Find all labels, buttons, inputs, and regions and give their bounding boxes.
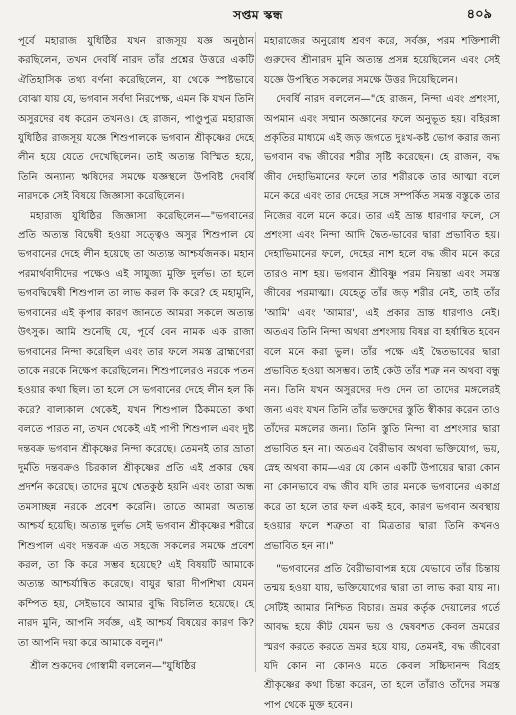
page-number: ৪০৯ xyxy=(466,7,492,22)
right-column xyxy=(264,32,500,715)
left-column xyxy=(18,32,254,676)
page-header xyxy=(0,2,516,26)
column-divider xyxy=(255,32,256,672)
paragraph: পূর্বে মহারাজ যুধিষ্ঠির যখন রাজসূয় যজ্ঞ অনুষ্ঠান করছিলেন, তখন দেবর্ষি নারদ তাঁর প্রশ্নের উত্তরে একটি ঐতিহাসিক তথ্য বর্ণনা করেছিলেন, যা থেকে স্পষ্টভাবে বোঝা যায় যে, ভগবান সর্বদা নিরপেক্ষ, এমন কি যখন তিনি অসুরদের বধ করেন তখনও। হে রাজন, পাণ্ডুপুত্র মহারাজ যুধিষ্ঠির রাজসূয় যজ্ঞে শিশুপালকে ভগবান শ্রীকৃষ্ণের দেহে লীন হয়ে যেতে দেখেছিলেন। তাই অত্যন্ত বিস্মিত হয়ে, তিনি অন্যান্য ঋষিদের সমক্ষে যজ্ঞস্থলে উপবিষ্ট দেবর্ষি নারদকে সেই বিষয়ে জিজ্ঞাসা করেছিলেন। xyxy=(18,36,254,203)
paragraph: "ভগবানের প্রতি বৈরীভাবাপন্ন হয়ে যেভাবে তাঁর চিন্তায় তন্ময় হওয়া যায়, ভক্তিযোগের দ্বারা তা লাভ করা যায় না। সেটিই আমার নিশ্চিত বিচার। ভ্রমর কর্তৃক দেয়ালের গর্তে আবদ্ধ হয়ে কীট যেমন ভয় ও দ্বেষবশত কেবল ভ্রমরের স্মরণ করতে করতে ভ্রমর হয়ে যায়, তেমনই, বদ্ধ জীবেরা যদি কোন না কোনও মতে কেবল সচ্চিদানন্দ বিগ্রহ শ্রীকৃষ্ণের কথা চিন্তা করেন, তা হলে তাঁরাও তাঁদের সমস্ত পাপ থেকে মুক্ত হবেন। xyxy=(264,563,500,711)
paragraph: দেবর্ষি নারদ বললেন—"হে রাজন, নিন্দা এবং প্রশংসা, অপমান এবং সম্মান অজ্ঞানের ফলে অনুভূত হয়। বহিরঙ্গা প্রকৃতির মাধ্যমে এই জড় জগতে দুঃখ-কষ্ট ভোগ করার জন্য ভগবান বদ্ধ জীবের শরীর সৃষ্টি করেছেন। হে রাজন, বদ্ধ জীব দেহাভিমানের ফলে তার শরীরকে তার আত্মা বলে মনে করে এবং তার দেহের সঙ্গে সম্পর্কিত সমস্ত বস্তুকে তার নিজের বলে মনে করে। তার এই ভ্রান্ত ধারণার ফলে, সে প্রশংসা এবং নিন্দা আদি দ্বৈত-ভাবের দ্বারা প্রভাবিত হয়। দেহাভিমানের ফলে, দেহের নাশ হলে বদ্ধ জীব মনে করে তারও নাশ হয়। ভগবান শ্রীবিষ্ণু পরম নিয়ন্তা এবং সমস্ত জীবের পরমাত্মা। যেহেতু তাঁর জড় শরীর নেই, তাই তাঁর 'আমি' এবং 'আমার', এই প্রকার ভ্রান্ত ধারণাও নেই। অতএব তিনি নিন্দা অথবা প্রশংসায় বিষণ্ণ বা হর্ষান্বিত হবেন বলে মনে করা ভুল। তাঁর পক্ষে এই দ্বৈতভাবের দ্বারা প্রভাবিত হওয়া অসম্ভব। তাই কেউ তাঁর শত্রু নন অথবা বন্ধু নন। তিনি যখন অসুরদের দণ্ড দেন তা তাদের মঙ্গলেরই জন্য এবং যখন তিনি তাঁর ভক্তদের স্তুতি স্বীকার করেন তাও তাঁদের মঙ্গলের জন্য। তিনি স্তুতি নিন্দা বা প্রশংসার দ্বারা প্রভাবিত হন না। অতএব বৈরীভাব অথবা ভক্তিযোগ, ভয়, স্নেহ অথবা কাম—এর যে কোন একটি উপায়ের দ্বারা কোন না কোনভাবে বদ্ধ জীব যদি তার মনকে ভগবানের একাগ্র করে তা হলে তার ফল একই হবে, কারণ ভগবান অবস্থায় হওয়ার ফলে শত্রুতা বা মিত্রতার দ্বারা তিনি কখনও প্রভাবিত হন না।" xyxy=(264,94,500,552)
chapter-title: সপ্তম স্কন্ধ xyxy=(233,8,283,22)
paragraph: মহারাজ যুধিষ্ঠির জিজ্ঞাসা করেছিলেন—"ভগবানের প্রতি অত্যন্ত বিদ্বেষী হওয়া সত্ত্বেও অসুর শিশুপাল যে ভগবানের দেহে লীন হয়েছে তা অত্যন্ত আশ্চর্যজনক। মহান পরমার্থবাদীদের পক্ষেও এই সাযুজ্য মুক্তি দুর্লভ। তা হলে ভগবদ্বিদ্বেষী শিশুপাল তা লাভ করল কি করে? হে মহামুনি, ভগবানের এই কৃপার কারণ জানতে আমরা সকলে অত্যন্ত উৎসুক। আমি শুনেছি যে, পূর্বে বেন নামক এক রাজা ভগবানের নিন্দা করেছিল এবং তার ফলে সমস্ত ব্রাহ্মণেরা তাকে নরকে নিক্ষেপ করেছিলেন। শিশুপালেরও নরকে পতন হওয়ার কথা ছিল। তা হলে সে ভগবানের দেহে লীন হল কি করে? বাল্যকাল থেকেই, যখন শিশুপাল ঠিকমতো কথা বলতে পারত না, তখন থেকেই এই পাপী শিশুপাল এবং দুষ্ট দন্তবক্র ভগবান শ্রীকৃষ্ণের নিন্দা করেছে। তেমনই তার ভ্রাতা দুর্মতি দন্তবক্রও চিরকাল শ্রীকৃষ্ণের প্রতি এই প্রকার দ্বেষ প্রদর্শন করেছে। তাদের মুখে শ্বেতকুষ্ঠ হয়নি এবং তারা অন্ধ তমসাচ্ছন্ন নরকে প্রবেশ করেনি। তাতে আমরা অত্যন্ত আশ্চর্য হয়েছি। অত্যন্ত দুর্লভ সেই ভগবান শ্রীকৃষ্ণের শরীরে শিশুপাল এবং দন্তবক্র এত সহজে সকলের সমক্ষে প্রবেশ করল, তা কি করে সম্ভব হয়েছে? এই বিষয়টি আমাকে অত্যন্ত আশ্চর্যান্বিত করেছে। বাযুর দ্বারা দীপশিখা যেমন কম্পিত হয়, সেইভাবে আমার বুদ্ধি বিচলিত হয়েছে। হে নারদ মুনি, আপনি সর্বজ্ঞ, এই আশ্চর্য বিষয়ের কারণ কি? তা আপনি দয়া করে আমাকে বলুন।" xyxy=(18,210,254,649)
paragraph: মহারাজের অনুরোধ শ্রবণ করে, সর্বজ্ঞ, পরম শক্তিশালী গুরুদেব শ্রীনারদ মুনি অত্যন্ত প্রসন্ন হয়েছিলেন এবং সেই যজ্ঞে উপস্থিত সকলের সমক্ষে উত্তর দিয়েছিলেন। xyxy=(264,36,500,86)
paragraph: শ্রীল শুকদেব গোস্বামী বললেন—"যুধিষ্ঠির xyxy=(30,661,197,672)
